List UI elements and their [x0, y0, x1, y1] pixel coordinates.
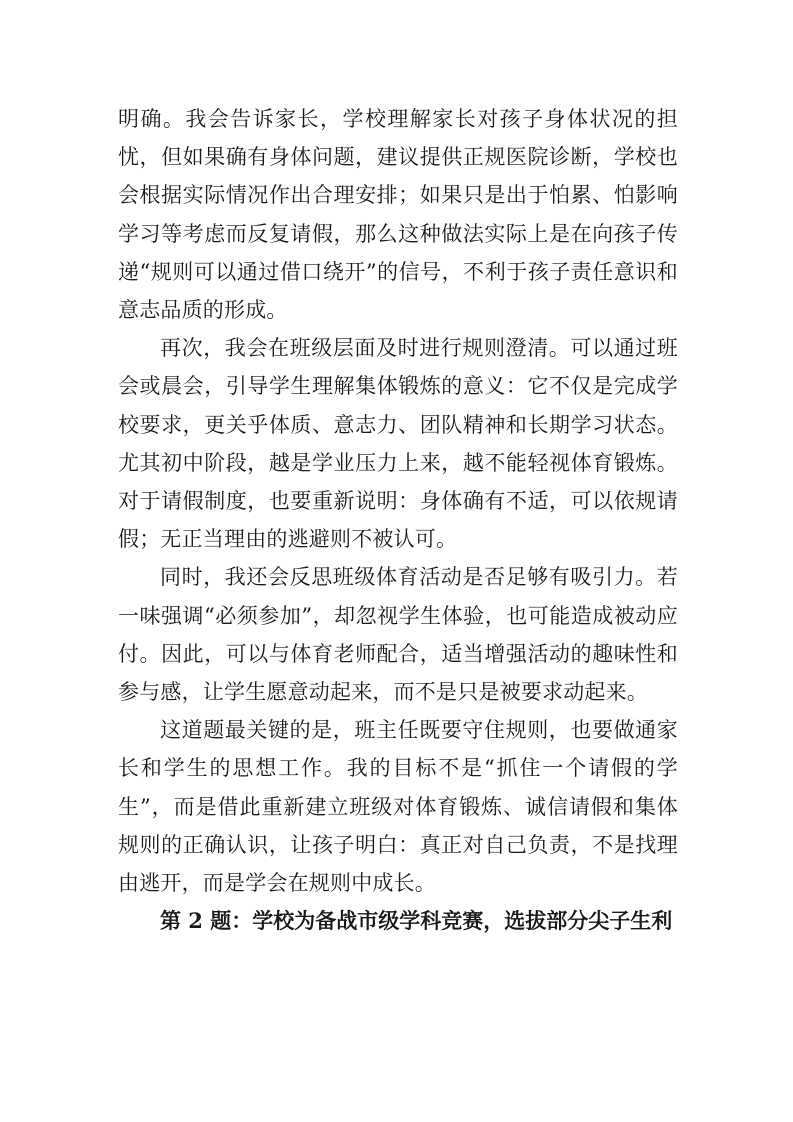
paragraph-rule-clarification: 再次，我会在班级层面及时进行规则澄清。可以通过班会或晨会，引导学生理解集体锻炼的意义：它不仅是完成学校要求，更关乎体质、意志力、团队精神和长期学习状态。尤其初中阶段，越是学业压力上来，越不能轻视体育锻炼。对于请假制度，也要重新说明：身体确有不适，可以依规请假；无正当理由的逃避则不被认可。: [118, 336, 678, 552]
paragraph-reflection: 同时，我还会反思班级体育活动是否足够有吸引力。若一味强调“必须参加”，却忽视学生体验，也可能造成被动应付。因此，可以与体育老师配合，适当增强活动的趣味性和参与感，让学生愿意动起来，而不是只是被要求动起来。: [118, 565, 678, 705]
paragraph-conclusion: 这道题最关键的是，班主任既要守住规则，也要做通家长和学生的思想工作。我的目标不是“抓住一个请假的学生”，而是借此重新建立班级对体育锻炼、诚信请假和集体规则的正确认识，让孩子明白：真正对自己负责，不是找理由逃开，而是学会在规则中成长。: [118, 718, 678, 896]
question-heading: 第 2 题：学校为备战市级学科竞赛，选拔部分尖子生利: [160, 908, 673, 934]
document-page: [118, 100, 678, 940]
paragraph-continuation: 明确。我会告诉家长，学校理解家长对孩子身体状况的担忧，但如果确有身体问题，建议提供正规医院诊断，学校也会根据实际情况作出合理安排；如果只是出于怕累、怕影响学习等考虑而反复请假，那么这种做法实际上是在向孩子传递“规则可以通过借口绕开”的信号，不利于孩子责任意识和意志品质的形成。: [118, 107, 678, 323]
